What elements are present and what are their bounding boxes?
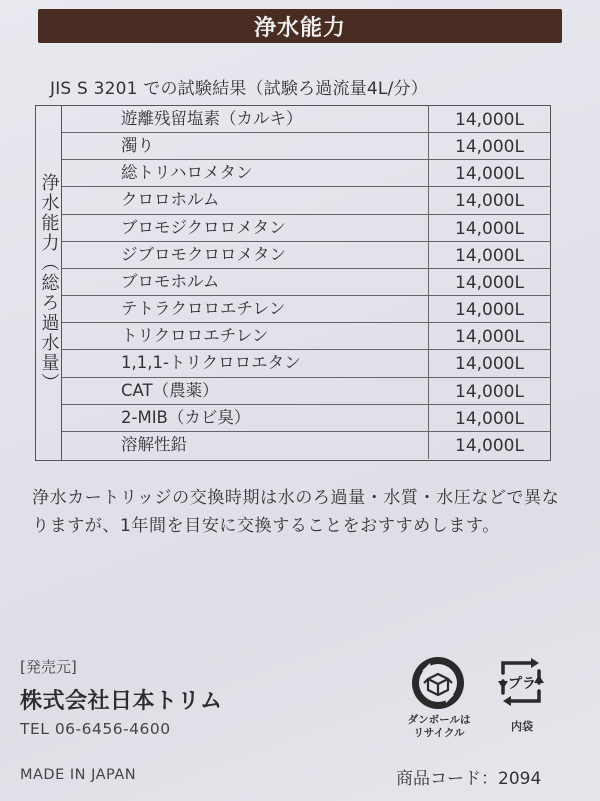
recycle-caption-line1: ダンボールは xyxy=(407,714,471,726)
filtration-volume: 14,000L xyxy=(455,137,524,158)
made-in-label: MADE IN JAPAN xyxy=(20,767,137,783)
side-label-text: 浄水能力（総ろ過水量） xyxy=(38,173,60,393)
filtration-volume: 14,000L xyxy=(455,164,524,185)
seller-label: [発売元] xyxy=(20,658,77,676)
filtration-volume: 14,000L xyxy=(455,245,524,266)
table-row xyxy=(62,242,550,269)
filtration-volume: 14,000L xyxy=(455,218,524,239)
contaminant-name: ブロモジクロロメタン xyxy=(62,215,429,241)
filtration-volume: 14,000L xyxy=(455,110,524,130)
plastic-mark-text: プラ xyxy=(508,676,536,692)
contaminant-name: 遊離残留塩素（カルキ） xyxy=(62,106,429,132)
contaminant-name: ブロモホルム xyxy=(62,269,429,295)
table-row xyxy=(62,133,550,160)
table-row xyxy=(62,296,550,323)
test-condition-subtitle: JIS S 3201 での試験結果（試験ろ過流量4L/分） xyxy=(50,79,428,99)
contaminant-name: 濁り xyxy=(62,133,429,159)
table-row xyxy=(62,269,550,296)
table-row xyxy=(62,215,550,242)
table-rows xyxy=(62,106,550,460)
filtration-volume: 14,000L xyxy=(455,327,524,348)
contaminant-name: CAT（農薬） xyxy=(62,378,429,404)
filtration-capacity-table xyxy=(35,105,551,461)
table-row xyxy=(62,350,550,377)
table-row xyxy=(62,160,550,187)
telephone: TEL 06-6456-4600 xyxy=(20,720,171,738)
table-row xyxy=(62,378,550,405)
contaminant-name: 2-MIB（カビ臭） xyxy=(62,405,429,431)
contaminant-name: クロロホルム xyxy=(62,187,429,213)
filtration-volume: 14,000L xyxy=(455,354,524,375)
table-row xyxy=(62,187,550,214)
filtration-volume: 14,000L xyxy=(455,272,524,293)
filtration-volume: 14,000L xyxy=(455,300,524,321)
recycle-caption-line2: リサイクル xyxy=(413,727,465,739)
contaminant-name: 1,1,1-トリクロロエタン xyxy=(62,350,429,376)
contaminant-name: テトラクロロエチレン xyxy=(62,296,429,322)
contaminant-name: ジブロモクロロメタン xyxy=(62,242,429,268)
filtration-volume: 14,000L xyxy=(455,381,524,402)
filtration-volume: 14,000L xyxy=(455,435,524,456)
contaminant-name: 溶解性鉛 xyxy=(62,432,429,459)
header-bar xyxy=(38,9,562,43)
side-label xyxy=(36,106,62,460)
plastic-caption: 内袋 xyxy=(511,720,533,733)
filtration-volume: 14,000L xyxy=(455,408,524,429)
product-code: 商品コード：2094 xyxy=(396,769,542,789)
contaminant-name: トリクロロエチレン xyxy=(62,323,429,349)
table-row xyxy=(62,323,550,350)
table-row xyxy=(62,405,550,432)
recycle-caption xyxy=(396,714,482,740)
filtration-volume: 14,000L xyxy=(455,191,524,212)
plastic-recycle-icon xyxy=(495,657,547,707)
header-title: 浄水能力 xyxy=(253,15,346,41)
contaminant-name: 総トリハロメタン xyxy=(62,160,429,186)
company-name: 株式会社日本トリム xyxy=(20,689,223,714)
cardboard-recycle-icon xyxy=(410,655,466,711)
replacement-note: 浄水カートリッジの交換時期は水のろ過量・水質・水圧などで異なりますが、1年間を目安に交換することをおすすめします。 xyxy=(32,488,560,536)
table-row xyxy=(62,106,550,133)
table-row xyxy=(62,432,550,459)
